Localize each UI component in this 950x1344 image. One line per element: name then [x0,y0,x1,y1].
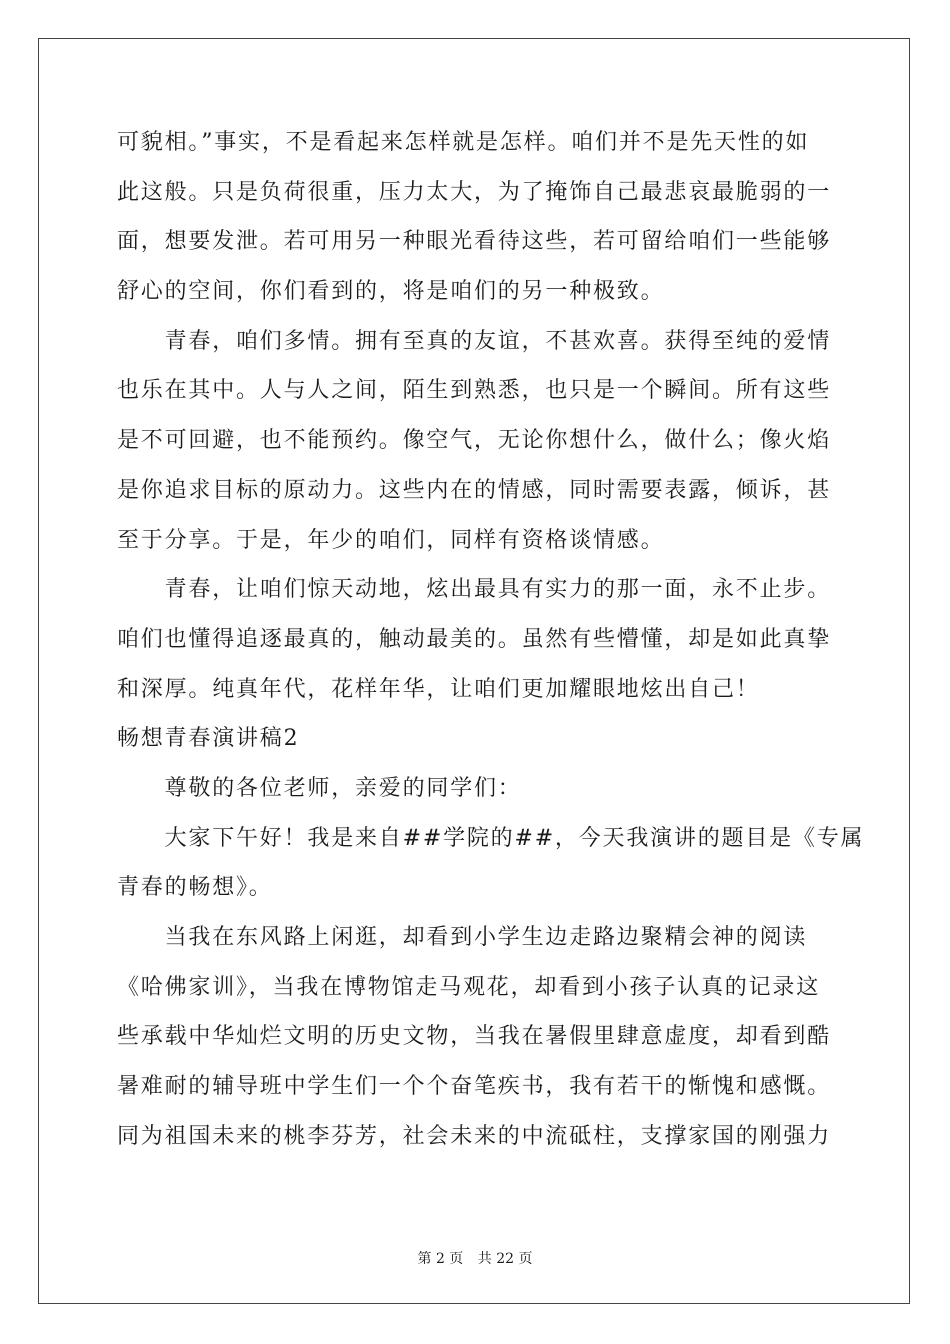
page-footer [0,1248,950,1268]
text-line: 至于分享。于是，年少的咱们，同样有资格谈情感。 [117,527,665,553]
text-line: 青春的畅想》。 [117,875,273,901]
text-line: 《哈佛家训》，当我在博物馆走马观花，却看到小孩子认真的记录这 [117,974,821,1000]
text-line: 也乐在其中。人与人之间，陌生到熟悉，也只是一个瞬间。所有这些 [117,378,832,404]
text-line: 同为祖国未来的桃李芬芳，社会未来的中流砥柱，支撑家国的刚强力 [117,1123,832,1149]
text-line: 是你追求目标的原动力。这些内在的情感，同时需要表露，倾诉，甚 [117,477,832,503]
text-line: 些承载中华灿烂文明的历史文物，当我在暑假里肆意虚度，却看到酷 [117,1024,832,1050]
text-line: 和深厚。纯真年代，花样年华，让咱们更加耀眼地炫出自己！ [117,676,760,702]
text-line: 尊敬的各位老师，亲爱的同学们： [117,775,522,801]
text-line: 面，想要发泄。若可用另一种眼光看待这些，若可留给咱们一些能够 [117,229,832,255]
text-line: 舒心的空间，你们看到的，将是咱们的另一种极致。 [117,279,665,305]
section-heading: 畅想青春演讲稿2 [117,726,300,752]
text-line: 大家下午好！我是来自##学院的##，今天我演讲的题目是《专属 [117,825,865,851]
text-line: 咱们也懂得追逐最真的，触动最美的。虽然有些懵懂，却是如此真挚 [117,626,832,652]
text-line: 是不可回避，也不能预约。像空气，无论你想什么，做什么；像火焰 [117,428,832,454]
document-body [117,130,865,1173]
page-total: 共 22 页 [477,1251,533,1267]
text-line: 青春，让咱们惊天动地，炫出最具有实力的那一面，永不止步。 [117,577,832,603]
text-line: 当我在东风路上闲逛，却看到小学生边走路边聚精会神的阅读 [117,925,808,950]
page-number: 第 2 页 [417,1251,464,1267]
text-line: 此这般。只是负荷很重，压力太大，为了掩饰自己最悲哀最脆弱的一 [117,179,832,205]
text-line: 可貌相。”事实，不是看起来怎样就是怎样。咱们并不是先天性的如 [117,130,810,155]
text-line: 青春，咱们多情。拥有至真的友谊，不甚欢喜。获得至纯的爱情 [117,328,832,354]
text-line: 暑难耐的辅导班中学生们一个个奋笔疾书，我有若干的惭愧和感慨。 [117,1074,832,1100]
